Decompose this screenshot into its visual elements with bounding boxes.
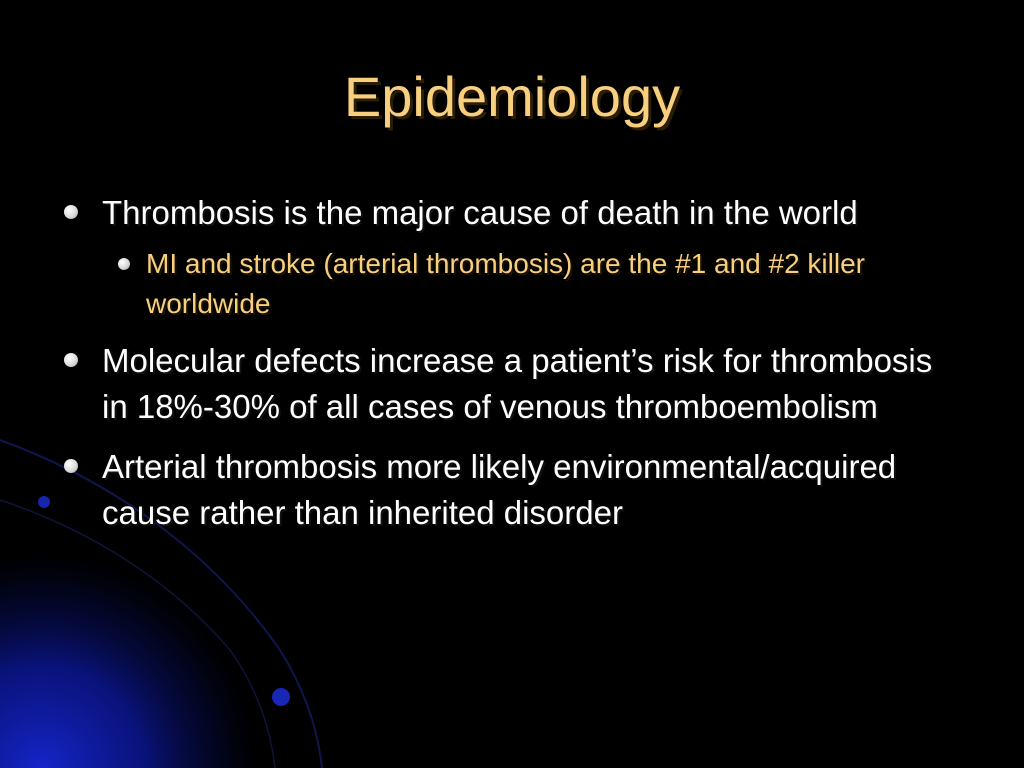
bullet-item [62,444,942,536]
decor-dot [38,496,50,508]
bullet-item [62,190,942,236]
sub-bullet-item [106,244,942,324]
bullet-list [62,190,942,536]
bullet-dot-icon [64,459,78,473]
bullet-item [62,338,942,430]
bullet-text: Arterial thrombosis more likely environmental/acquired cause rather than inherited disorder [102,448,897,531]
decor-dot [272,688,290,706]
bullet-dot-icon [64,353,78,367]
bullet-dot-icon [64,205,78,219]
bullet-text: Thrombosis is the major cause of death in the world [102,194,858,231]
sub-bullet-dot-icon [118,258,130,270]
bullet-text: Molecular defects increase a patient’s risk for thrombosis in 18%-30% of all cases of venous thromboembolism [102,342,933,425]
sub-bullet-text: MI and stroke (arterial thrombosis) are the #1 and #2 killer worldwide [146,248,865,319]
slide-title: Epidemiology [343,65,681,128]
